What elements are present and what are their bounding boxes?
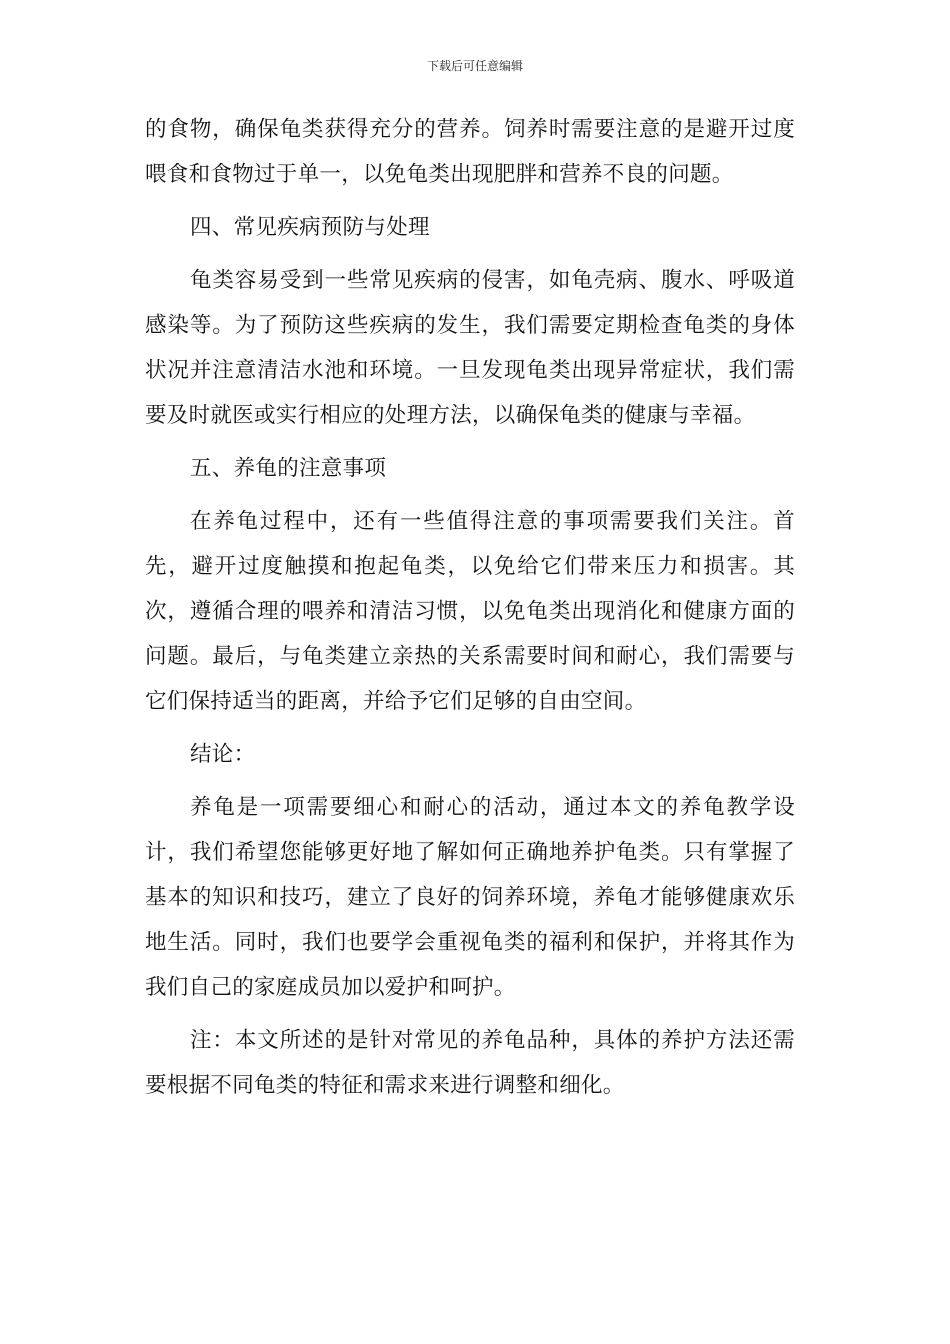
page-header: 下载后可任意编辑: [426, 59, 523, 73]
paragraph-note: 注：本文所述的是针对常见的养龟品种，具体的养护方法还需要根据不同龟类的特征和需求来进行调整和细化。: [145, 1028, 795, 1098]
document-body: [145, 107, 795, 1116]
paragraph-conclusion: 养龟是一项需要细心和耐心的活动，通过本文的养龟教学设计，我们希望您能够更好地了解如何正确地养护龟类。只有掌握了基本的知识和技巧，建立了良好的饲养环境，养龟才能够健康欢乐地生活。同时，我们也要学会重视龟类的福利和保护，并将其作为我们自己的家庭成员加以爱护和呵护。: [145, 795, 795, 1000]
paragraph-feeding-continued: 的食物，确保龟类获得充分的营养。饲养时需要注意的是避开过度喂食和食物过于单一，以免龟类出现肥胖和营养不良的问题。: [145, 117, 795, 187]
paragraph-precautions: 在养龟过程中，还有一些值得注意的事项需要我们关注。首先，避开过度触摸和抱起龟类，以免给它们带来压力和损害。其次，遵循合理的喂养和清洁习惯，以免龟类出现消化和健康方面的问题。最后，与龟类建立亲热的关系需要时间和耐心，我们需要与它们保持适当的距离，并给予它们足够的自由空间。: [145, 509, 795, 714]
section-heading-precautions: 五、养龟的注意事项: [190, 456, 387, 481]
paragraph-disease: 龟类容易受到一些常见疾病的侵害，如龟壳病、腹水、呼吸道感染等。为了预防这些疾病的发生，我们需要定期检查龟类的身体状况并注意清洁水池和环境。一旦发现龟类出现异常症状，我们需要及时就医或实行相应的处理方法，以确保龟类的健康与幸福。: [145, 268, 795, 428]
conclusion-label: 结论：: [190, 742, 256, 767]
section-heading-disease: 四、常见疾病预防与处理: [190, 215, 430, 240]
